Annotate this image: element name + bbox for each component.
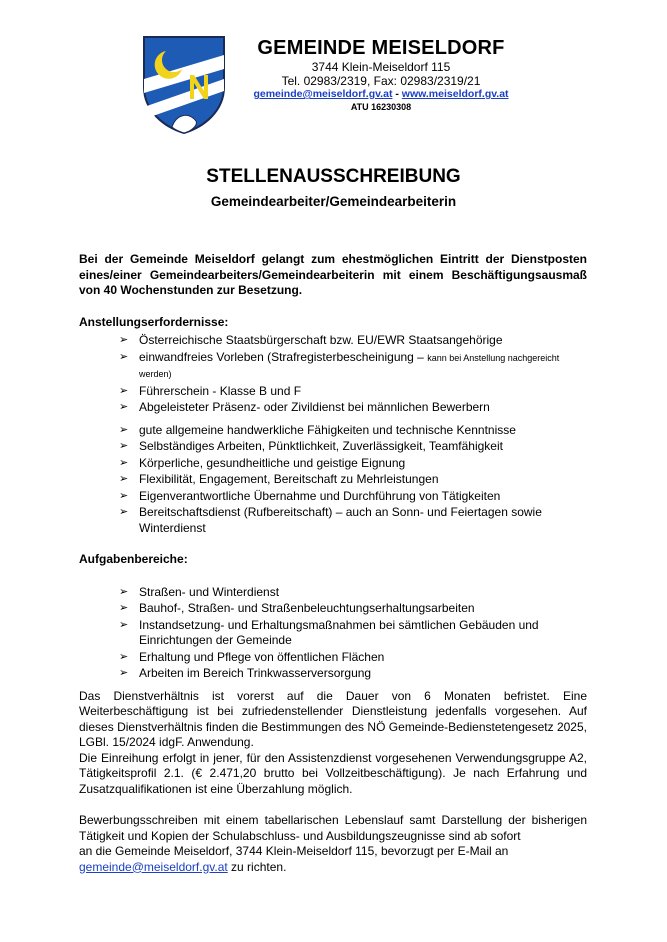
note-text: kann bei Anstellung nachgereicht werden) — [139, 352, 560, 379]
email-link[interactable]: gemeinde@meiseldorf.gv.at — [253, 88, 393, 100]
list-item: ➢ Bauhof-, Straßen- und Straßenbeleuchtungserhaltungsarbeiten — [119, 601, 475, 615]
arrow-bullet-icon: ➢ — [119, 585, 129, 598]
salary-paragraph: Die Einreihung erfolgt in jener, für den Assistenzdienst vorgesehenen Verwendungsgruppe A2, Tätigkeitsprofil 2.1. (€ 2.471,20 brutto bei Vollzeitbeschäftigung). Je nach Erfahrung und Zusatzqualifikationen ist eine Überzahlung möglich. — [79, 750, 587, 796]
list-item: ➢ Straßen- und Winterdienst — [119, 584, 280, 599]
tasks-heading: Aufgabenbereiche: — [79, 552, 188, 566]
letterhead — [236, 36, 526, 113]
contact-links — [236, 88, 526, 101]
list-item: ➢ Körperliche, gesundheitliche und geistige Eignung — [119, 455, 406, 470]
phone-fax: Tel. 02983/2319, Fax: 02983/2319/21 — [281, 74, 481, 88]
arrow-bullet-icon: ➢ — [119, 401, 129, 413]
application-paragraph: Bewerbungsschreiben mit einem tabellarischen Lebenslauf samt Darstellung der bisherigen Tätigkeit und Kopien der Schulabschluss- und Ausbildungszeugnisse sind ab sofort — [79, 813, 587, 843]
list-item: ➢ Erhaltung und Pflege von öffentlichen Flächen — [119, 649, 385, 664]
application-address: an die Gemeinde Meiseldorf, 3744 Klein-Meiseldorf 115, bevorzugt per E-Mail an — [79, 844, 509, 858]
arrow-bullet-icon: ➢ — [119, 334, 129, 346]
arrow-bullet-icon: ➢ — [119, 602, 129, 614]
list-item: ➢ einwandfreies Vorleben (Strafregisterbescheinigung – kann bei Anstellung nachgereicht werden) — [119, 349, 560, 379]
link-separator: - — [395, 88, 399, 100]
arrow-bullet-icon: ➢ — [119, 423, 129, 436]
requirements-list-2 — [79, 423, 587, 537]
list-item: ➢ Eigenverantwortliche Übernahme und Durchführung von Tätigkeiten — [119, 488, 501, 503]
arrow-bullet-icon: ➢ — [119, 650, 129, 663]
list-item: ➢ Bereitschaftsdienst (Rufbereitschaft) – auch an Sonn- und Feiertagen sowie Winterdienst — [119, 505, 542, 535]
municipality-address: 3744 Klein-Meiseldorf 115 — [311, 60, 451, 74]
page-title: STELLENAUSSCHREIBUNG — [206, 166, 461, 187]
arrow-bullet-icon: ➢ — [119, 618, 129, 631]
application-email-link[interactable]: gemeinde@meiseldorf.gv.at — [79, 859, 228, 874]
intro-paragraph: Bei der Gemeinde Meiseldorf gelangt zum ehestmöglichen Eintritt der Dienstposten eines/einer Gemeindearbeiters/Gemeindearbeiterin mit einem Beschäftigungsausmaß von 40 Wochenstunden zur Besetzung. — [79, 252, 587, 297]
requirements-heading: Anstellungserfordernisse: — [79, 314, 229, 329]
list-item: ➢ gute allgemeine handwerkliche Fähigkeiten und technische Kenntnisse — [119, 422, 516, 437]
arrow-bullet-icon: ➢ — [119, 506, 129, 518]
application-suffix: zu richten. — [227, 859, 287, 874]
arrow-bullet-icon: ➢ — [119, 489, 129, 502]
arrow-bullet-icon: ➢ — [119, 350, 129, 363]
list-item: ➢ Flexibilität, Engagement, Bereitschaft zu Mehrleistungen — [119, 472, 439, 486]
document-body — [79, 252, 587, 875]
list-item: ➢ Selbständiges Arbeiten, Pünktlichkeit, Zuverlässigkeit, Teamfähigkeit — [119, 439, 503, 453]
arrow-bullet-icon: ➢ — [119, 440, 129, 452]
municipality-name: GEMEINDE MEISELDORF — [257, 37, 505, 59]
tasks-list — [79, 585, 587, 682]
arrow-bullet-icon: ➢ — [119, 473, 129, 485]
website-link[interactable]: www.meiseldorf.gv.at — [401, 88, 509, 100]
list-item: ➢ Führerschein - Klasse B und F — [119, 383, 302, 398]
list-item: ➢ Instandsetzung- und Erhaltungsmaßnahmen bei sämtlichen Gebäuden und Einrichtungen der Gemeinde — [119, 617, 539, 647]
arrow-bullet-icon: ➢ — [119, 667, 129, 679]
municipal-crest-icon — [142, 35, 226, 135]
atu-number: ATU 16230308 — [350, 102, 412, 112]
arrow-bullet-icon: ➢ — [119, 384, 129, 397]
application-closing — [79, 860, 587, 876]
requirements-list-1 — [79, 333, 587, 416]
arrow-bullet-icon: ➢ — [119, 456, 129, 469]
page-subtitle: Gemeindearbeiter/Gemeindearbeiterin — [210, 194, 457, 209]
employment-paragraph: Das Dienstverhältnis ist vorerst auf die Dauer von 6 Monaten befristet. Eine Weiterbeschäftigung ist bei zufriedenstellender Dienstleistung jedenfalls vorgesehen. Auf dieses Dienstverhältnis finden die Bestimmungen des NÖ Gemeinde-Bedienstetengesetz 2025, LGBl. 15/2024 idgF. Anwendung. — [79, 688, 587, 749]
list-item: ➢ Österreichische Staatsbürgerschaft bzw. EU/EWR Staatsangehörige — [119, 333, 503, 347]
list-item: ➢ Arbeiten im Bereich Trinkwasserversorgung — [119, 666, 372, 680]
list-item: ➢ Abgeleisteter Präsenz- oder Zivildienst bei männlichen Bewerbern — [119, 400, 490, 414]
